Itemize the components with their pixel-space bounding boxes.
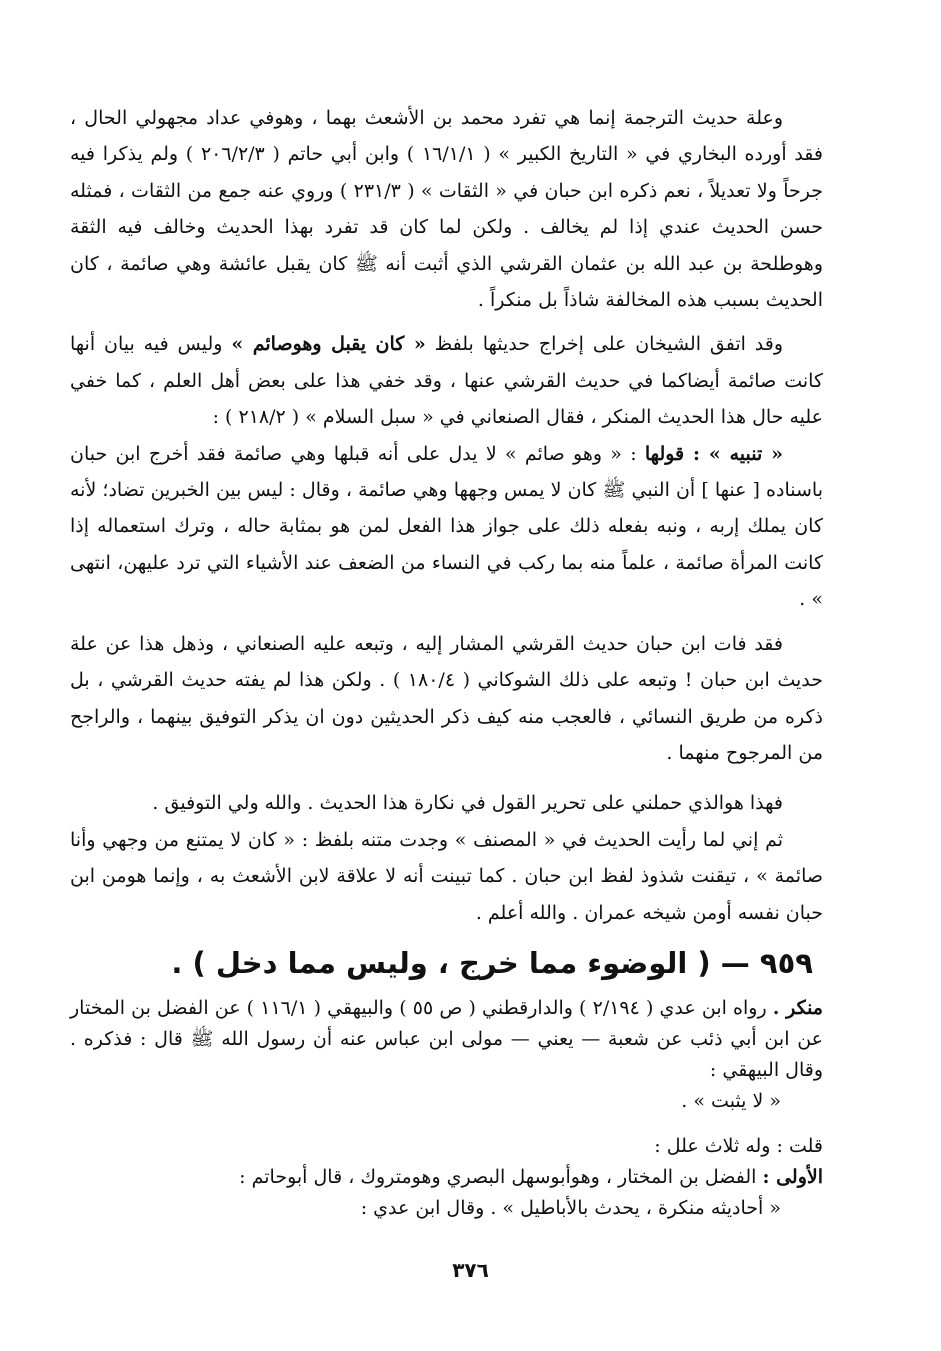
grading-verdict: منكر . [772,996,823,1019]
paragraph-musannaf-finding: ثم إني لما رأيت الحديث في « المصنف » وجدت متنه بلفظ : « كان لا يمتنع من وجهي وأنا صائمة » ، تيقنت شذوذ لفظ ابن حبان . كما تبينت أنه لا علاقة لابن الأشعث به ، وإنما هومن ابن حبان نفسه أومن شيخه عمران . والله أعلم . [70,828,823,924]
hadith-number: ٩٥٩ [759,945,813,980]
paragraph-text: : « وهو صائم » لا يدل على أنه قبلها وهي صائمة فقد أخرج ابن حبان باسناده [ عنها ] أن النبي ﷺ كان لا يمس وجهها وهي صائمة ، وقال : ليس بين الخبرين تضاد؛ لأنه كان يملك إربه ، ونبه بفعله ذلك على جواز هذا الفعل لمن هو بمثابة حاله ، وترك استعماله إذا كانت المرأة صائمة ، علماً منه بما ركب في النساء من الضعف عند الأشياء التي ترد عليهن، انتهى » . [70,442,823,611]
spacer [70,1117,823,1131]
first-illness-text: الفضل بن المختار ، وهوأبوسهل البصري وهومتروك ، قال أبوحاتم : [239,1165,757,1188]
paragraph-text: وليس فيه بيان أنها كانت صائمة أيضاكما في حديث القرشي عنها ، وقد خفي هذا على بعض أهل العلم ، كما خفي عليه حال هذا الحديث المنكر ، فقال الصنعاني في « سبل السلام » ( ٢١٨/٢ ) : [70,333,824,429]
paragraph-grading [70,993,823,1086]
paragraph-ibn-hibban-missed: فقد فات ابن حبان حديث القرشي المشار إليه ، وتبعه عليه الصنعاني ، وذهل هذا عن علة حديث ابن حبان ! وتبعه على ذلك الشوكاني ( ١٨٠/٤ ) . ولكن هذا لم يفته حديث القرشي ، بل ذكره من طريق النسائي ، فالعجب منه كيف ذكر الحديثين دون ان يذكر التوفيق بينهما ، والراجح من المرجوح منهما . [70,632,824,764]
first-illness-label: الأولى : [762,1165,823,1188]
abu-hatim-quote: « أحاديثه منكرة ، يحدث بالأباطيل » . وقال ابن عدي : [360,1196,781,1219]
first-illness [70,1162,823,1193]
bayhaqi-quote: « لا يثبت » . [681,1089,781,1112]
illnesses-intro: قلت : وله ثلاث علل : [654,1134,823,1157]
paragraph-text: وقد اتفق الشيخان على إخراج حديثها بلفظ [434,333,784,356]
spacer [70,618,823,626]
spacer [70,318,823,326]
tanbih-label: « تنبيه » : قولها [644,442,783,465]
paragraph-hadith-weakness: وعلة حديث الترجمة إنما هي تفرد محمد بن الأشعث بهما ، وهوفي عداد مجهولي الحال ، فقد أورده البخاري في « التاريخ الكبير » ( ١٦/١/١ ) وابن أبي حاتم ( ٢٠٦/٢/٣ ) ولم يذكرا فيه جرحاً ولا تعديلاً ، نعم ذكره ابن حبان في « الثقات » ( ٢٣١/٣ ) وروي عنه جمع من الثقات ، فمثله حسن الحديث عندي إذا لم يخالف . ولكن لما كان قد تفرد بهذا الحديث وخالف فيه الثقة وهوطلحة بن عبد الله بن عثمان القرشي الذي أثبت أنه ﷺ كان يقبل عائشة وهي صائمة ، كان الحديث بسبب هذه المخالفة شاذاً بل منكراً . [70,107,823,312]
quoted-hadith-wording: « كان يقبل وهوصائم » [231,333,426,356]
grading-text: رواه ابن عدي ( ٢/١٩٤ ) والدارقطني ( ص ٥٥ ) والبيهقي ( ١١٦/١ ) عن الفضل بن المختار عن ابن أبي ذئب عن شعبة — يعني — مولى ابن عباس عنه أن رسول الله ﷺ قال : فذكره . وقال البيهقي : [70,996,823,1081]
hadith-title: — ( الوضوء مما خرج ، وليس مما دخل ) . [171,945,750,980]
spacer [70,771,823,785]
paragraph-shaykhayn-agreement [70,326,823,435]
paragraph-motivation: فهذا هوالذي حملني على تحرير القول في نكارة هذا الحديث . والله ولي التوفيق . [152,792,783,815]
page-number: ٣٧٦ [452,1258,489,1282]
hadith-heading [70,937,823,989]
paragraph-tanbih-quote [70,436,823,618]
